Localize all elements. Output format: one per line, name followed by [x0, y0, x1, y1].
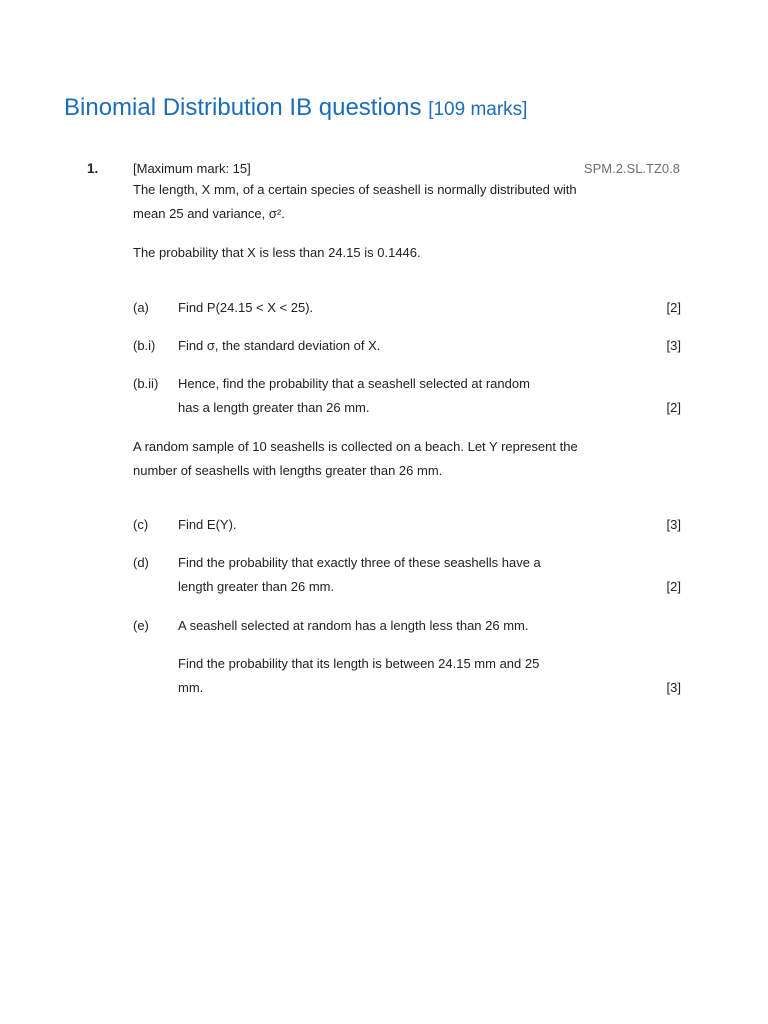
part-marks: [2]	[666, 300, 681, 315]
part-marks: [3]	[666, 517, 681, 532]
part-c	[133, 513, 681, 537]
part-text: A seashell selected at random has a length less than 26 mm.	[178, 618, 529, 633]
part-text: has a length greater than 26 mm.	[178, 400, 370, 415]
part-text: Hence, find the probability that a seashell selected at random	[178, 376, 530, 391]
question-number: 1.	[87, 161, 99, 176]
part-marks: [2]	[666, 400, 681, 415]
part-d	[133, 551, 681, 599]
title-text: Binomial Distribution IB questions	[64, 94, 422, 121]
page-title	[64, 92, 527, 126]
given-probability: The probability that X is less than 24.15 is 0.1446.	[133, 245, 421, 260]
part-marks: [3]	[666, 338, 681, 353]
part-text: Find the probability that its length is between 24.15 mm and 25	[178, 656, 540, 671]
part-e	[133, 614, 681, 638]
part-label: (b.ii)	[133, 376, 159, 391]
intro-line: mean 25 and variance, σ².	[133, 206, 285, 221]
sample-line: A random sample of 10 seashells is collected on a beach. Let Y represent the	[133, 439, 578, 454]
part-label: (d)	[133, 555, 149, 570]
part-label: (c)	[133, 517, 149, 532]
sample-line: number of seashells with lengths greater than 26 mm.	[133, 463, 443, 478]
part-a	[133, 296, 681, 320]
part-text: mm.	[178, 680, 204, 695]
sample-paragraph	[133, 435, 633, 483]
part-label: (e)	[133, 618, 149, 633]
maximum-mark: [Maximum mark: 15]	[133, 161, 251, 176]
intro-line: The length, X mm, of a certain species of seashell is normally distributed with	[133, 182, 577, 197]
part-b-ii	[133, 372, 681, 420]
part-text: Find E(Y).	[178, 517, 237, 532]
part-text: Find the probability that exactly three of these seashells have a	[178, 555, 541, 570]
part-text: Find σ, the standard deviation of X.	[178, 338, 381, 353]
title-marks: [109 marks]	[428, 99, 528, 120]
part-e-followup	[133, 652, 681, 700]
part-text: length greater than 26 mm.	[178, 579, 335, 594]
part-b-i	[133, 334, 681, 358]
question-intro	[133, 178, 633, 226]
part-marks: [2]	[666, 579, 681, 594]
part-label: (b.i)	[133, 338, 156, 353]
part-marks: [3]	[666, 680, 681, 695]
part-text: Find P(24.15 < X < 25).	[178, 300, 314, 315]
part-label: (a)	[133, 300, 149, 315]
question-code: SPM.2.SL.TZ0.8	[583, 161, 680, 176]
